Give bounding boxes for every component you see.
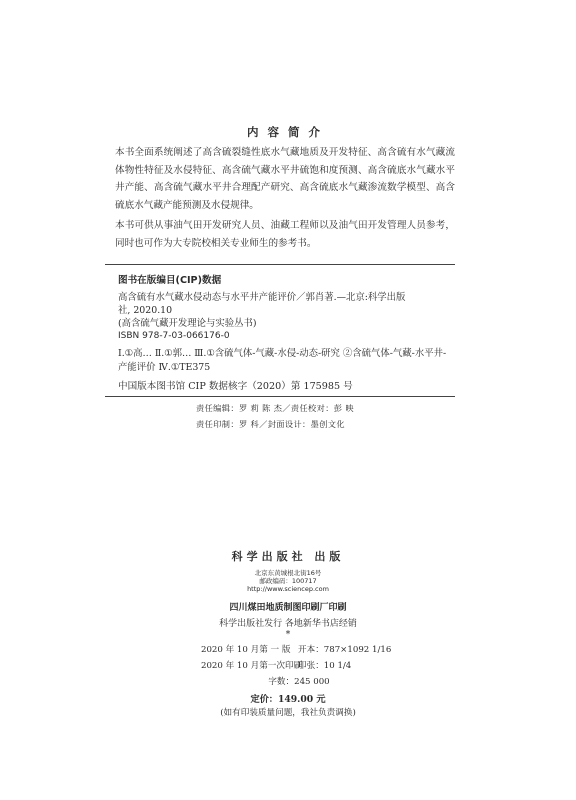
intro-title: 内容简介 — [247, 125, 329, 139]
cip-isbn: ISBN 978-7-03-066176-0 — [118, 331, 230, 341]
cip-title: 图书在版编目(CIP)数据 — [118, 275, 222, 286]
staff-editors: 责任编辑：罗 莉 陈 杰／责任校对：彭 映 — [196, 403, 354, 413]
cip-series: (高含硫气藏开发理论与实验丛书) — [118, 318, 257, 329]
publisher-address: 北京东黄城根北街16号 — [254, 569, 322, 577]
cip-bottom-rule — [105, 396, 455, 397]
quality-notice: (如有印装质量问题，我社负责调换) — [220, 708, 356, 718]
cip-publication-date: 社, 2020.10 — [118, 305, 173, 316]
postal-code: 邮政编码：100717 — [259, 577, 317, 585]
publisher: 科学出版社 出版 — [231, 550, 345, 563]
price: 定价：149.00 元 — [250, 694, 326, 705]
separator-asterisk: * — [285, 630, 291, 640]
edition: 2020 年 10 月第 一 版 — [201, 645, 291, 655]
publisher-website: http://www.sciencep.com — [247, 585, 329, 593]
distributor: 科学出版社发行 各地新华书店经销 — [219, 619, 357, 629]
printing: 2020 年 10 月第一次印刷 — [201, 661, 303, 671]
printed-sheets: 印张：10 1/4 — [298, 661, 352, 671]
cip-classification: Ⅰ.①高… Ⅱ.①郭… Ⅲ.①含硫气体-气藏-水侵-动态-研究 ②含硫气体-气藏-水平井-产能评价 Ⅳ.①TE375 — [118, 348, 447, 373]
intro-paragraph-2: 本书可供从事油气田开发研究人员、油藏工程师以及油气田开发管理人员参考，同时也可作为大专院校相关专业师生的参考书。 — [115, 220, 455, 249]
cip-book-title: 高含硫有水气藏水侵动态与水平井产能评价／郭肖著.—北京:科学出版 — [118, 292, 406, 303]
cip-top-rule — [105, 264, 455, 265]
printer: 四川煤田地质制图印刷厂印刷 — [229, 603, 347, 613]
intro-paragraph-1: 本书全面系统阐述了高含硫裂缝性底水气藏地质及开发特征、高含硫有水气藏流体物性特征及水侵特征、高含硫气藏水平井硫饱和度预测、高含硫底水气藏水平井产能、高含硫气藏水平井合理配产研究、高含硫底水气藏渗流数学模型、高含硫底水气藏产能预测及水侵规律。 — [115, 147, 455, 211]
word-count: 字数：245 000 — [268, 677, 330, 687]
format: 开本：787×1092 1/16 — [298, 645, 392, 655]
cip-number: 中国版本图书馆 CIP 数据核字（2020）第 175985 号 — [118, 381, 353, 392]
staff-production: 责任印制：罗 科／封面设计：墨创文化 — [196, 419, 345, 429]
